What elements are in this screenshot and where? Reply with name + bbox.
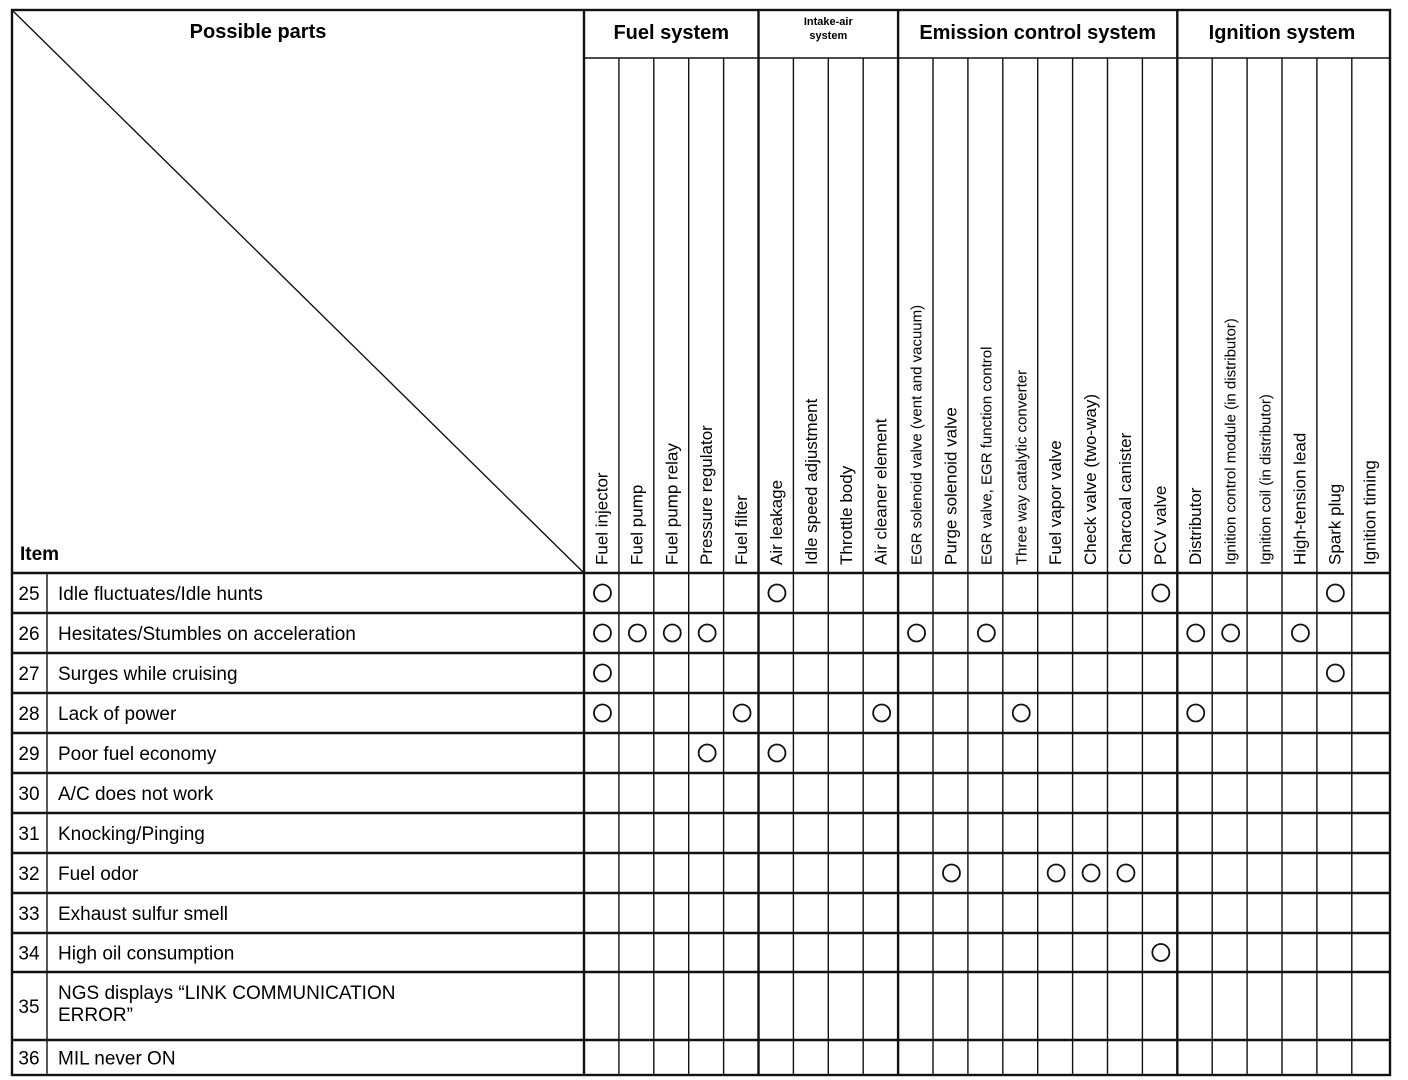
table-row [18,1049,175,1070]
row-description: Poor fuel economy [58,744,217,765]
possible-part-mark [594,705,611,722]
row-number: 30 [18,784,40,805]
table-row [18,704,1204,725]
possible-part-mark [594,665,611,682]
part-label: PCV valve [1150,485,1170,565]
group-label: system [809,30,848,42]
part-label: Fuel filter [732,495,752,565]
part-label: Distributor [1185,487,1205,565]
possible-part-mark [699,625,716,642]
part-label: Fuel pump [627,484,647,565]
possible-part-mark [978,625,995,642]
table-body [18,584,1343,1070]
possible-part-mark [1327,665,1344,682]
row-description: NGS displays “LINK COMMUNICATION [58,983,396,1004]
part-label: Fuel pump relay [662,443,682,565]
part-label: Ignition control module (in distributor) [1222,318,1240,565]
possible-part-mark [1152,585,1169,602]
possible-part-mark [699,745,716,762]
part-label: Ignition timing [1360,460,1380,565]
row-number: 31 [18,824,40,845]
row-number: 29 [18,744,40,765]
part-label: Idle speed adjustment [801,398,821,565]
table-row [18,864,1134,885]
row-description: Surges while cruising [58,664,238,685]
part-label: Ignition coil (in distributor) [1257,394,1275,565]
table-row [18,744,785,765]
possible-part-mark [734,705,751,722]
part-label: EGR solenoid valve (vent and vacuum) [908,304,926,565]
possible-part-mark [1222,625,1239,642]
part-label: Spark plug [1325,483,1345,565]
row-description: Knocking/Pinging [58,824,205,845]
possible-part-mark [873,705,890,722]
item-label: Item [20,544,60,565]
possible-part-mark [1187,705,1204,722]
row-description: ERROR” [58,1005,133,1026]
group-label: Ignition system [1208,22,1356,44]
part-label: Air leakage [766,479,786,565]
part-label: Three way catalytic converter [1013,369,1031,565]
row-number: 32 [18,864,40,885]
part-label: High-tension lead [1290,432,1310,565]
possible-part-mark [1152,944,1169,961]
row-description: Hesitates/Stumbles on acceleration [58,624,356,645]
part-label: Purge solenoid valve [941,407,961,565]
row-number: 34 [18,943,40,965]
possible-part-mark [1327,585,1344,602]
possible-part-mark [1187,625,1204,642]
possible-part-mark [664,625,681,642]
possible-part-mark [1292,625,1309,642]
row-description: Idle fluctuates/Idle hunts [58,584,263,605]
table-row [18,624,1309,645]
table-row [18,983,395,1026]
possible-parts-label: Possible parts [189,21,327,43]
row-description: A/C does not work [58,784,214,805]
group-label: Fuel system [613,22,730,44]
row-number: 36 [18,1048,40,1070]
row-description: MIL never ON [58,1048,176,1070]
possible-part-mark [768,585,785,602]
possible-part-mark [1117,865,1134,882]
row-description: Lack of power [58,704,177,725]
part-label: Fuel injector [592,472,612,565]
row-number: 25 [18,584,40,605]
row-number: 26 [18,624,40,645]
table-row [18,584,1343,605]
corner-diagonal [12,10,584,573]
part-label: Charcoal canister [1115,432,1135,565]
possible-part-mark [1013,705,1030,722]
part-label: Pressure regulator [697,425,717,565]
part-label: Air cleaner element [871,418,891,565]
group-label: Intake-air [803,16,853,28]
possible-part-mark [629,625,646,642]
table-row [18,664,1343,685]
possible-part-mark [594,585,611,602]
group-label: Emission control system [919,22,1157,44]
possible-part-mark [768,745,785,762]
possible-part-mark [943,865,960,882]
possible-part-mark [908,625,925,642]
row-number: 27 [18,664,40,685]
table-header [20,16,1379,565]
row-number: 35 [18,997,40,1018]
part-label: Fuel vapor valve [1046,440,1066,565]
row-description: Exhaust sulfur smell [58,904,229,925]
part-label: Throttle body [836,465,856,565]
table-row [18,904,228,925]
row-number: 33 [18,904,40,925]
row-description: Fuel odor [58,864,139,885]
possible-part-mark [1048,865,1065,882]
possible-part-mark [1083,865,1100,882]
row-number: 28 [18,704,40,725]
row-description: High oil consumption [58,943,235,965]
table-row [18,784,213,805]
part-label: Check valve (two-way) [1081,394,1101,565]
part-label: EGR valve, EGR function control [978,346,996,565]
table-row [18,944,1169,965]
possible-part-mark [594,625,611,642]
